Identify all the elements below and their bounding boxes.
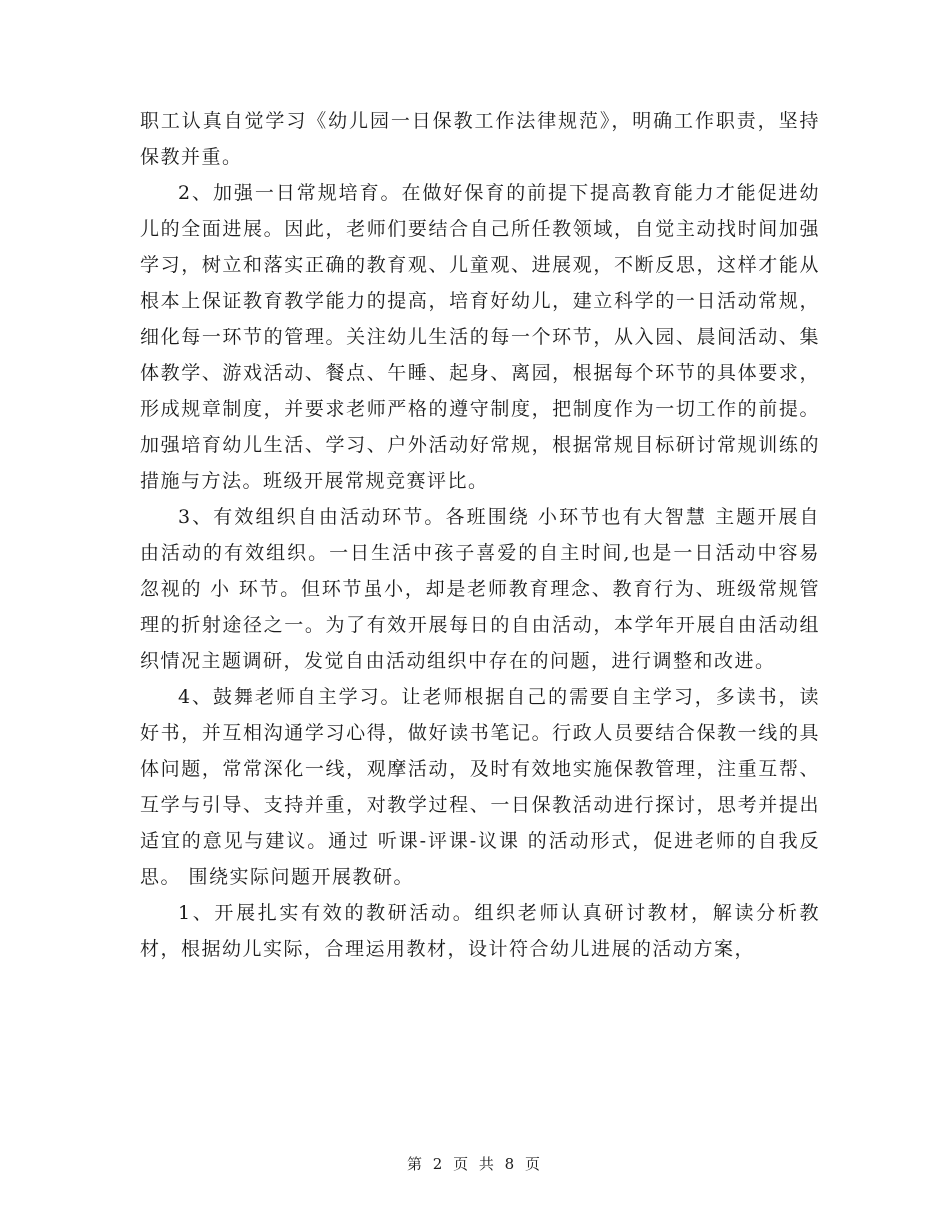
document-body <box>140 103 820 967</box>
paragraph-3: 4、鼓舞老师自主学习。让老师根据自己的需要自主学习，多读书，读好书，并互相沟通学习心得，做好读书笔记。行政人员要结合保教一线的具体问题，常常深化一线，观摩活动，及时有效地实施保教管理，注重互帮、互学与引导、支持并重，对教学过程、一日保教活动进行探讨，思考并提出适宜的意见与建议。通过 听课-评课-议课 的活动形式，促进老师的自我反思。 围绕实际问题开展教研。 <box>140 686 820 888</box>
paragraph-2: 3、有效组织自由活动环节。各班围绕 小环节也有大智慧 主题开展自由活动的有效组织。一日生活中孩子喜爱的自主时间,也是一日活动中容易忽视的 小 环节。但环节虽小，却是老师教育理念、教育行为、班级常规管理的折射途径之一。为了有效开展每日的自由活动，本学年开展自由活动组织情况主题调研，发觉自由活动组织中存在的问题，进行调整和改进。 <box>140 506 820 672</box>
paragraph-1: 2、加强一日常规培育。在做好保育的前提下提高教育能力才能促进幼儿的全面进展。因此，老师们要结合自己所任教领域，自觉主动找时间加强学习，树立和落实正确的教育观、儿童观、进展观，不断反思，这样才能从根本上保证教育教学能力的提高，培育好幼儿，建立科学的一日活动常规，细化每一环节的管理。关注幼儿生活的每一个环节，从入园、晨间活动、集体教学、游戏活动、餐点、午睡、起身、离园，根据每个环节的具体要求，形成规章制度，并要求老师严格的遵守制度，把制度作为一切工作的前提。加强培育幼儿生活、学习、户外活动好常规，根据常规目标研讨常规训练的措施与方法。班级开展常规竞赛评比。 <box>140 182 820 492</box>
paragraph-0: 职工认真自觉学习《幼儿园一日保教工作法律规范》，明确工作职责，坚持保教并重。 <box>140 110 820 168</box>
page-footer: 第 2 页 共 8 页 <box>407 1155 543 1173</box>
paragraph-4: 1、开展扎实有效的教研活动。组织老师认真研讨教材，解读分析教材，根据幼儿实际，合理运用教材，设计符合幼儿进展的活动方案， <box>140 902 820 960</box>
